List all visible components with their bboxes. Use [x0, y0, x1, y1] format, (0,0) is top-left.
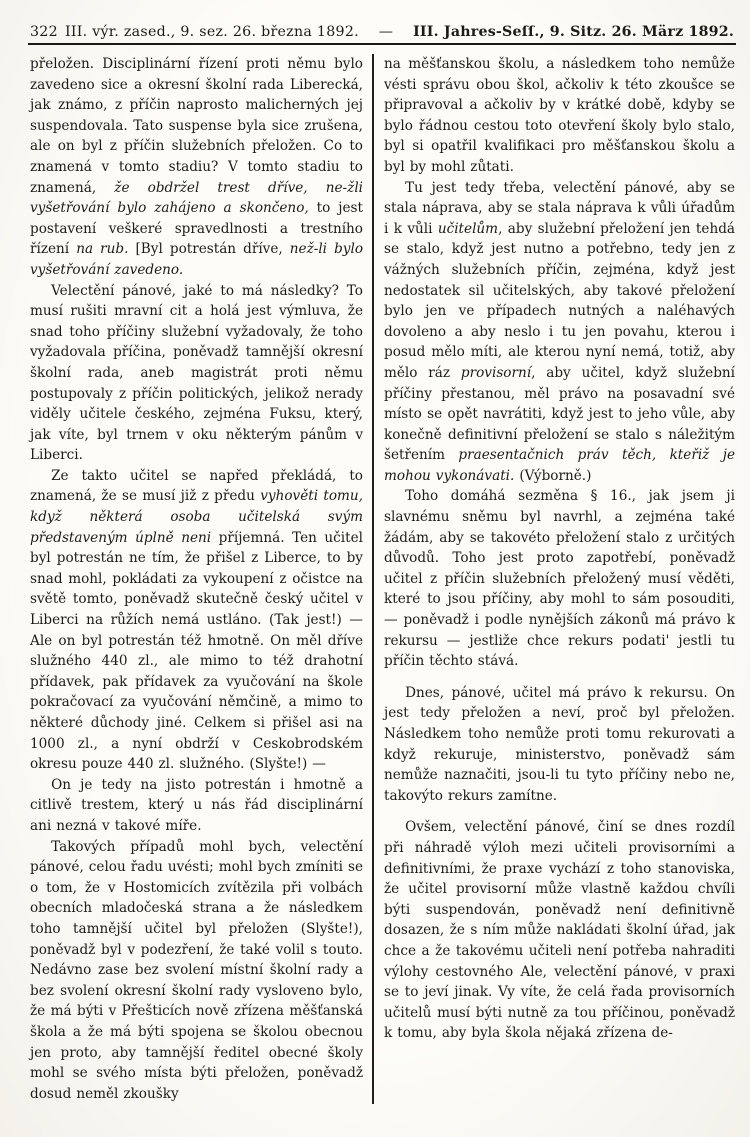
text-run: Dnes, pánové, učitel má právo k rekursu. On jest tedy přeložen a neví, proč byl přeložen. Následkem toho nemůže proti tomu rekurovati a když rekuruje, ministerstvo, poněvadž sám nemůže naznačiti, jsou-li tu tyto příčiny nebo ne, takovýto rekurs zamítne.	[384, 684, 735, 804]
text-run: [Byl potrestán dříve,	[128, 241, 290, 258]
left-column	[30, 54, 372, 1104]
paragraph	[384, 178, 735, 487]
text-run: , aby služební přeložení jen tehdá se stalo, když jest nutno a potřebno, tedy jen z vážných služebních příčin, zejména, když jest nedostatek sil učitelských, aby takové přeložení bylo jen ve případech nutných a naléhavých dovoleno a aby neslo i tu jen povahu, kterou i posud mělo míti, ale kterou nyní nemá, totiž, aby mělo ráz	[384, 220, 735, 381]
paragraph	[30, 54, 363, 281]
italic-text-run: na rub.	[76, 241, 129, 258]
text-run: přeložen. Disciplinární řízení proti němu bylo zavedeno sice a okresní školní rada Liberecká, jak známo, z příčin naprosto malicherných jej suspendovala. Tato suspense byla sice zrušena, ale on byl z příčin služebních přeložen. Co to znamená v tomto stadiu? V tomto stadiu to znamená,	[30, 56, 363, 196]
text-run: na měšťanskou školu, a následkem toho nemůže vésti správu obou škol, ačkoliv k této zkoušce se připravoval a ačkoliv by v krátké době, kdyby se bylo řádnou cestou toto otevření školy bylo stalo, byl si opatřil kvalifikaci pro měšťanskou školu a byl by mohl zůtati.	[384, 56, 735, 175]
italic-text-run: že obdržel trest dříve, ne-žli vyšetřování bylo zahájeno a skončeno,	[30, 179, 364, 217]
paragraph	[384, 683, 735, 807]
paragraph	[30, 281, 363, 466]
paragraph	[30, 775, 363, 837]
paragraph	[384, 486, 735, 671]
italic-text-run: než-li bylo vyšetřování zavedeno.	[30, 241, 364, 278]
running-header	[30, 24, 734, 40]
paragraph	[384, 54, 735, 178]
paragraph	[30, 837, 363, 1105]
italic-text-run: praesentačnich práv těch, kteřiž je mohou vykonávati.	[384, 447, 735, 484]
text-run: příjemná. Ten učitel byl potrestán ne tím, že přišel z Liberce, to by snad mohl, pokládati za vykoupení z očistce na světě tomto, poněvadž skutečně český učitel v Liberci na růžích nemá ustláno. (Tak jest!) — Ale on byl potrestán též hmotně. On měl dříve služného 440 zl., ale mimo to též drahotní přídavek, pak přídavek za vyučování na škole pokračovací za vyučování němčině, a mimo to některé důchody jiné. Celkem si přišel asi na 1000 zl., a nyní obdrží v Ceskobrodském okresu pouze 440 zl. služného. (Slyšte!) —	[30, 529, 363, 773]
page-number: 322	[30, 24, 58, 40]
header-session-czech: III. výr. zased., 9. sez. 26. března 1892.	[64, 24, 359, 40]
header-left-group	[30, 24, 359, 40]
header-dash: —	[378, 24, 394, 40]
text-run: Velectění pánové, jaké to má následky? To musí rušiti mravní cit a holá jest výmluva, že snad toho příčiny služební vyžadovaly, že toho vyžadovala příčina, poněvadž tamnější okresní školní rada, aneb magistrát proti němu postupovaly z příčin politických, jelikož nerady viděly učitele českého, zejména Fuksu, který, jak víte, byl trnem v oku některým pánům v Liberci.	[30, 282, 363, 464]
text-run: Tu jest tedy třeba, velectění pánové, aby se stala náprava, aby se stala náprava k vůli úřadům i k vůli	[384, 179, 735, 237]
header-session-german: III. Jahres-Seſſ., 9. Sitz. 26. März 1892.	[413, 24, 734, 40]
text-run: (Výborně.)	[514, 467, 592, 484]
text-run: Takových případů mohl bych, velectění pánové, celou řadu uvésti; mohl bych zmíniti se o tom, že v Hostomicích zvítězila při volbách obecních mladočeská strana a že následkem toho tamnější učitel byl přeložen (Slyšte!), poněvadž byl v podezření, že také volil s touto. Nedávno zase bez svolení místní školní rady a bez svolení okresní školní rady vysloveno bylo, že má býti v Přešticích nově zřízena měšťanská škola a že má býti spojena se školou obecnou jen proto, aby tamnější ředitel obecné školy mohl se svého místa býti přeložen, poněvadž dosud neměl zkoušky	[30, 838, 363, 1102]
right-column	[374, 54, 735, 1104]
paragraph	[384, 817, 735, 1044]
text-run: On je tedy na jisto potrestán i hmotně a citlivě trestem, který u nás řád disciplinární ani nezná v takové míře.	[30, 776, 363, 834]
text-run: to jest postavení veškeré spravedlnosti a trestního řízení	[30, 200, 363, 258]
header-rule	[28, 43, 736, 45]
italic-text-run: vyhověti tomu, když některá osoba učitelská svým představeným úplně neni	[30, 488, 363, 546]
text-run: Ze takto učitel se napřed překládá, to znamená, že se musí již z předu	[30, 467, 363, 505]
text-columns	[30, 54, 735, 1104]
text-run: Toho domáhá sezměna § 16., jak jsem ji slavnému sněmu byl navrhl, a zejména také žádám, aby se takovéto přeložení stalo z určitých důvodů. Toho jest proto zapotřebí, poněvadž učitel z příčin služebních přeložený musí věděti, které to jsou příčiny, aby mohl to sám posouditi, — poněvadž i podle nynějších zákonů má právo k rekursu — jestliže chce rekurs podati' jestli tu příčin těchto stává.	[384, 488, 735, 670]
text-run: Ovšem, velectění pánové, činí se dnes rozdíl při náhradě výloh mezi učiteli provisorními a definitivními, že praxe vychází z toho stanoviska, že učitel provisorní může vlastně každou chvíli býti suspendován, poněvadž není definitivně dosazen, že s ním může nakládati školní úřad, jak chce a že takovému učiteli není potřeba nahraditi výlohy cestovného Ale, velectění pánové, v praxi se to jeví jinak. Vy víte, že celá řada provisorních učitelů musí býti nutně za tou příčinou, poněvadž k tomu, aby byla škola nějaká zřízena de-	[384, 819, 735, 1042]
italic-text-run: učitelům	[437, 220, 499, 237]
paragraph	[30, 466, 363, 775]
italic-text-run: provisorní	[460, 364, 532, 381]
text-run: , aby učitel, když služební příčiny přestanou, měl právo na posavadní své místo se opět navrátiti, když jest to jeho vůle, aby konečně definitivní přeložení se stalo s náležitým šetřením	[384, 364, 736, 464]
